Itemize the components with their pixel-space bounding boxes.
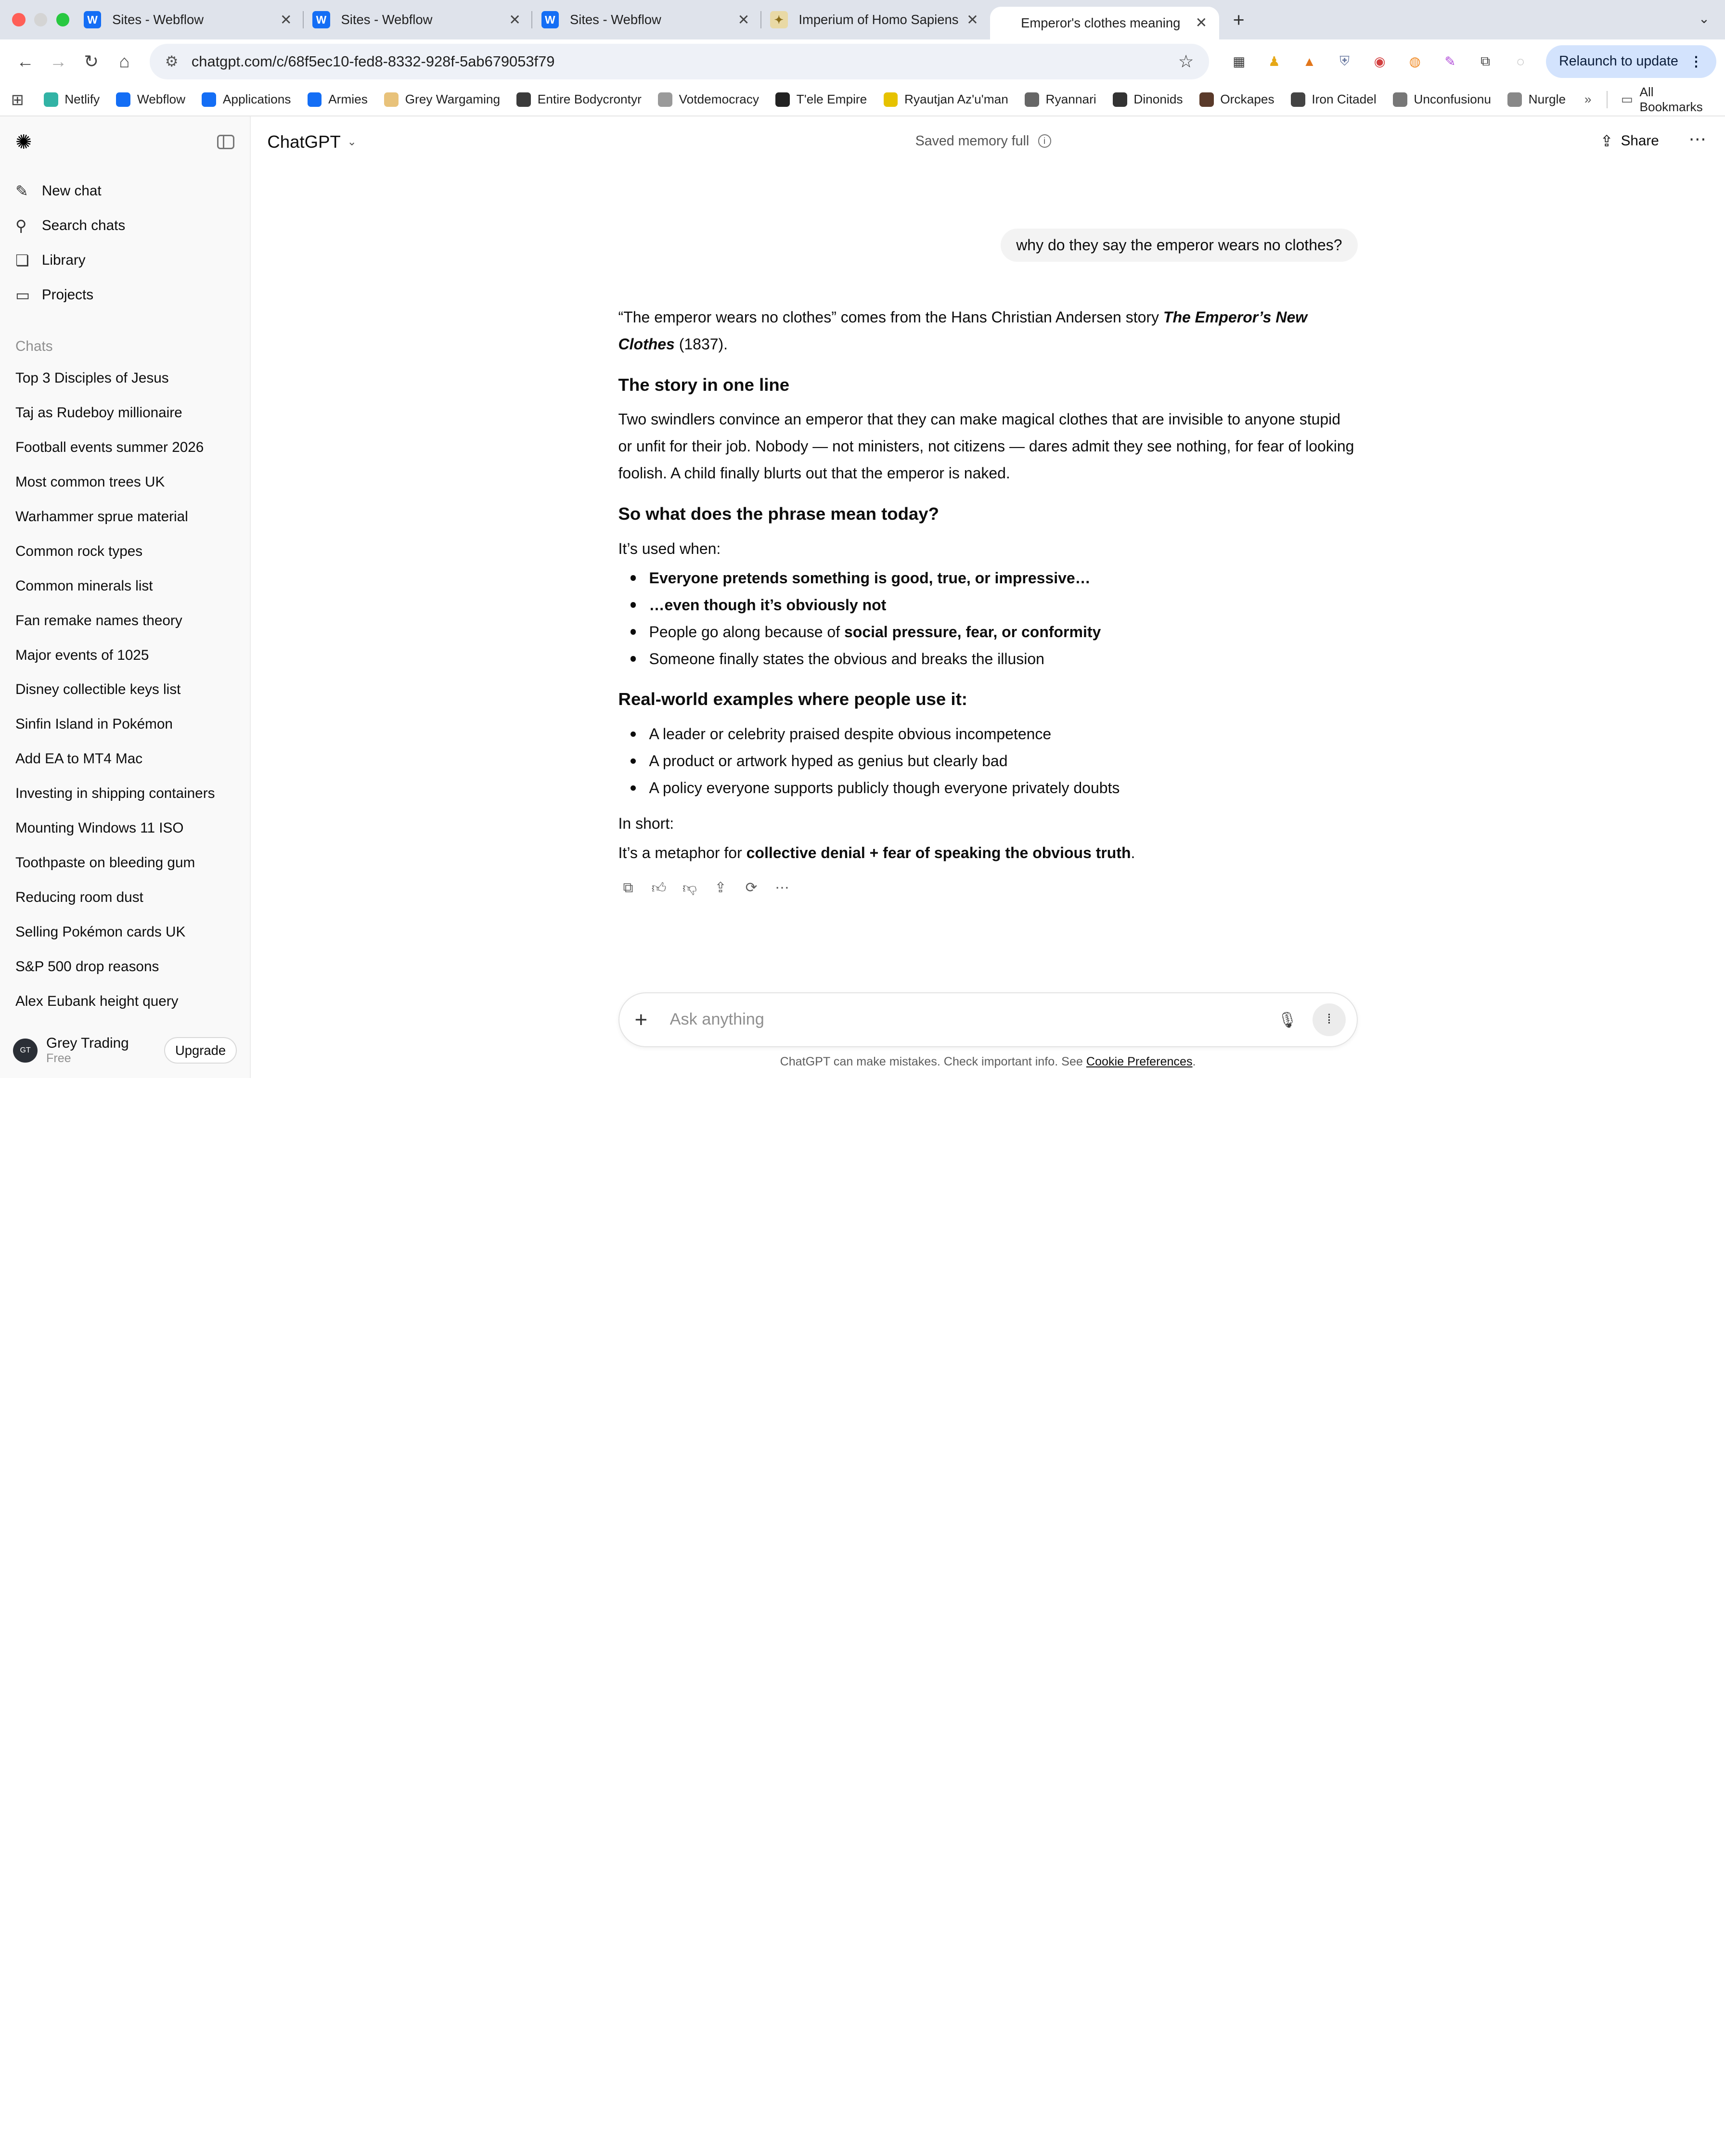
bookmark-favicon-icon (384, 92, 399, 107)
browser-tab[interactable] (532, 0, 761, 39)
close-tab-icon[interactable]: ✕ (737, 12, 750, 28)
url-text: chatgpt.com/c/68f5ec10-fed8-8332-928f-5ab679053f79 (191, 52, 555, 70)
more-bookmarks-icon[interactable]: » (1584, 92, 1592, 107)
model-selector[interactable] (267, 132, 356, 152)
folder-icon: ▭ (15, 286, 30, 304)
bookmark-item[interactable] (1393, 92, 1491, 107)
close-tab-icon[interactable]: ✕ (1195, 15, 1208, 31)
bookmark-label: Grey Wargaming (405, 92, 501, 107)
more-options-icon[interactable]: ⋯ (1688, 129, 1708, 149)
message-composer (618, 992, 1358, 1047)
bookmark-label: T'ele Empire (796, 92, 867, 107)
sidebar-actions (0, 174, 250, 312)
bookmark-favicon-icon (775, 92, 790, 107)
list-item-text: People go along because of (649, 623, 844, 641)
list-item (618, 618, 1358, 645)
user-plan: Free (46, 1052, 71, 1065)
window-controls (12, 13, 69, 26)
examples-list (618, 720, 1358, 801)
new-tab-button[interactable]: + (1233, 8, 1245, 31)
relaunch-label: Relaunch to update (1559, 53, 1678, 69)
new-chat-button[interactable] (0, 174, 250, 208)
bookmark-favicon-icon (1393, 92, 1407, 107)
story-title: The Emperor’s New Clothes (618, 308, 1308, 353)
bookmark-favicon-icon (308, 92, 322, 107)
bookmark-favicon-icon (1507, 92, 1522, 107)
pencil-square-icon: ✎ (15, 182, 28, 200)
story-paragraph: Two swindlers convince an emperor that they can make magical clothes that are invisible to anyone stupid or unfit for their job. Nobody — not ministers, not citizens — dares admit they see nothing, for fear of looking foolish. A child finally blurts out that the emperor is naked. (618, 411, 1354, 482)
summary-emphasis: collective denial + fear of speaking the obvious truth (746, 844, 1131, 861)
bookmark-favicon-icon (884, 92, 898, 107)
used-when-text: It’s used when: (618, 539, 721, 557)
chat-history-item[interactable]: S&P 500 drop reasons (15, 959, 159, 975)
search-chats-button[interactable] (0, 208, 250, 243)
list-item-text: Everyone pretends something is good, true, or impressive… (649, 569, 1091, 587)
microphone-icon[interactable]: 🎙︎ (1277, 1011, 1298, 1028)
chat-history-item[interactable]: Disney collectible keys list (15, 681, 181, 698)
bookmark-item[interactable] (516, 92, 641, 107)
bookmark-favicon-icon (44, 92, 58, 107)
waveform-icon: ⦙ (1327, 1012, 1331, 1027)
memory-status (915, 133, 1051, 149)
projects-button[interactable] (0, 278, 250, 312)
list-item (618, 565, 1358, 591)
user-info (46, 1035, 129, 1065)
maximize-window-button[interactable] (56, 13, 69, 26)
bookmark-favicon-icon (202, 92, 216, 107)
list-item-emphasis: social pressure, fear, or conformity (844, 623, 1101, 641)
chat-history-item[interactable]: Warhammer sprue material (15, 508, 188, 525)
avatar: GT (13, 1039, 37, 1063)
info-icon[interactable]: i (1038, 134, 1051, 147)
chat-history-item[interactable]: Most common trees UK (15, 474, 165, 490)
bookmark-item[interactable] (775, 92, 867, 107)
bookmark-label: Orckapes (1220, 92, 1274, 107)
eyedropper-icon[interactable]: ✎ (1444, 53, 1456, 69)
chat-history-item[interactable]: Toothpaste on bleeding gum (15, 855, 195, 871)
heading-meaning: So what does the phrase mean today? (618, 504, 939, 524)
search-icon: ⚲ (15, 217, 27, 235)
model-name: ChatGPT (267, 131, 341, 152)
new-chat-label: New chat (41, 183, 102, 199)
share-label: Share (1621, 133, 1659, 149)
reload-button[interactable]: ↻ (84, 51, 99, 72)
close-tab-icon[interactable]: ✕ (280, 12, 292, 28)
chat-history-item[interactable]: Mounting Windows 11 ISO (15, 820, 184, 836)
color-wheel-icon[interactable]: ◉ (1374, 53, 1386, 69)
bookmark-list (44, 92, 1583, 107)
back-button[interactable]: ← (16, 51, 34, 71)
extension-orange-icon[interactable]: ◍ (1409, 53, 1421, 69)
bookmark-item[interactable] (384, 92, 500, 107)
sidebar-header (0, 116, 250, 167)
chat-history-item[interactable]: Reducing room dust (15, 889, 143, 906)
bookmark-favicon-icon (1025, 92, 1039, 107)
disclaimer-text: ChatGPT can make mistakes. Check important info. See (780, 1054, 1086, 1068)
bookmark-label: Votdemocracy (679, 92, 759, 107)
browser-tab[interactable] (75, 0, 303, 39)
list-item (618, 774, 1358, 801)
bookmark-label: Ryautjan Az'u'man (904, 92, 1008, 107)
search-chats-label: Search chats (41, 218, 126, 234)
bookmark-item[interactable] (884, 92, 1008, 107)
bookmark-star-icon[interactable]: ☆ (1178, 51, 1194, 72)
browser-tab-active[interactable] (990, 7, 1219, 40)
openai-logo-icon[interactable]: ✺ (15, 130, 32, 153)
list-item (618, 720, 1358, 747)
chatgpt-app (0, 116, 1725, 1078)
list-item-text: …even though it’s obviously not (649, 596, 887, 614)
chat-header (251, 116, 1725, 167)
bookmark-label: Dinonids (1133, 92, 1183, 107)
bookmark-label: Webflow (137, 92, 186, 107)
chat-history-item[interactable]: Sinfin Island in Pokémon (15, 716, 173, 732)
regenerate-icon[interactable]: ⟳ (745, 880, 758, 896)
home-button[interactable]: ⌂ (119, 51, 130, 71)
browser-menu-icon[interactable]: ⋮ (1689, 54, 1703, 70)
sidebar-toggle-icon[interactable] (217, 135, 235, 149)
list-item-text: A policy everyone supports publicly though everyone privately doubts (649, 779, 1120, 797)
share-icon[interactable]: ⇪ (714, 880, 727, 896)
bookmark-favicon-icon (658, 92, 672, 107)
bookmark-favicon-icon (1113, 92, 1127, 107)
chat-history-item[interactable]: Football events summer 2026 (15, 439, 204, 455)
tab-title: Sites - Webflow (112, 12, 204, 27)
projects-label: Projects (41, 287, 94, 303)
tab-title: Sites - Webflow (341, 12, 433, 27)
list-item (618, 591, 1358, 618)
intro-year: (1837). (674, 335, 728, 353)
list-item-text: A product or artwork hyped as genius but clearly bad (649, 752, 1008, 770)
more-options-icon[interactable]: ⋯ (775, 880, 789, 896)
user-message: why do they say the emperor wears no clothes? (1001, 229, 1357, 262)
bookmark-item[interactable] (1507, 92, 1566, 107)
close-tab-icon[interactable]: ✕ (966, 12, 978, 28)
meaning-list (618, 565, 1358, 672)
chats-heading: Chats (15, 338, 53, 355)
all-bookmarks-button[interactable] (1621, 85, 1714, 115)
heading-story: The story in one line (618, 374, 790, 395)
chat-history-item[interactable]: Add EA to MT4 Mac (15, 751, 143, 767)
bookmark-item[interactable] (1199, 92, 1274, 107)
bookmark-label: Applications (222, 92, 291, 107)
extensions-row (1227, 50, 1532, 74)
bookmark-item[interactable] (308, 92, 368, 107)
prompt-input[interactable] (670, 1010, 1278, 1029)
webflow-icon: W (312, 11, 330, 29)
bookmark-item[interactable] (1291, 92, 1377, 107)
in-short-label: In short: (618, 815, 674, 833)
bookmark-favicon-icon (1291, 92, 1305, 107)
intro-text: “The emperor wears no clothes” comes from the Hans Christian Andersen story (618, 308, 1163, 326)
bookmark-label: Ryannari (1045, 92, 1096, 107)
browser-tab[interactable] (761, 0, 990, 39)
user-name: Grey Trading (46, 1035, 129, 1052)
folder-icon: ▭ (1621, 92, 1633, 107)
qr-code-icon[interactable]: ▦ (1233, 53, 1246, 69)
bookmark-favicon-icon (516, 92, 531, 107)
upgrade-button[interactable]: Upgrade (164, 1037, 236, 1064)
user-menu[interactable] (0, 1023, 250, 1078)
bookmark-item[interactable] (1025, 92, 1096, 107)
chat-history-item[interactable]: Major events of 1025 (15, 647, 149, 663)
browser-tab-bar (0, 0, 1725, 39)
address-bar[interactable] (150, 44, 1210, 79)
main-panel (251, 116, 1725, 1078)
bookmark-favicon-icon (1199, 92, 1214, 107)
forward-button[interactable]: → (49, 51, 67, 71)
message-actions (618, 878, 792, 898)
bookmark-item[interactable] (116, 92, 185, 107)
bookmark-separator (1607, 91, 1608, 109)
browser-toolbar (0, 39, 1725, 83)
webflow-icon: W (541, 11, 559, 29)
relaunch-button[interactable] (1546, 45, 1716, 78)
list-item-text: A leader or celebrity praised despite obvious incompetence (649, 725, 1052, 743)
summary-text: It’s a metaphor for (618, 844, 747, 861)
chat-history-item[interactable]: Fan remake names theory (15, 612, 182, 629)
chat-history-item[interactable]: Common rock types (15, 543, 143, 559)
shield-icon[interactable]: ⛨ (1339, 53, 1350, 69)
thumbs-up-icon[interactable]: 👍︎ (651, 880, 667, 896)
metamask-icon[interactable]: ▲ (1302, 53, 1316, 69)
bookmark-label: Nurgle (1528, 92, 1566, 107)
tab-search-chevron-icon[interactable]: ⌄ (1699, 11, 1710, 26)
bookmarks-bar (0, 84, 1725, 117)
eagle-icon: ✦ (770, 11, 788, 29)
disclaimer (618, 1055, 1358, 1069)
chat-history-item[interactable]: Taj as Rudeboy millionaire (15, 404, 182, 421)
profile-avatar-icon[interactable]: ◌ (1516, 53, 1525, 69)
apps-grid-icon[interactable]: ⊞ (11, 90, 24, 108)
extension-person-icon[interactable]: ♟ (1268, 53, 1280, 69)
close-tab-icon[interactable]: ✕ (509, 12, 521, 28)
chat-history-item[interactable]: Investing in shipping containers (15, 785, 215, 802)
tab-title: Imperium of Homo Sapiens (798, 12, 959, 27)
bookmark-label: Entire Bodycrontyr (537, 92, 642, 107)
share-icon: ⇪ (1600, 132, 1613, 150)
chat-history-item[interactable]: Common minerals list (15, 578, 153, 594)
bookmark-label: Unconfusionu (1414, 92, 1491, 107)
voice-mode-button[interactable] (1313, 1003, 1346, 1037)
list-item (618, 747, 1358, 774)
chat-history-list (0, 361, 250, 1019)
summary-end: . (1131, 844, 1135, 861)
thumbs-down-icon[interactable]: 👎︎ (682, 880, 697, 896)
cookie-preferences-link[interactable]: Cookie Preferences (1086, 1054, 1193, 1068)
tab-title: Emperor's clothes meaning (1021, 15, 1181, 30)
memory-label: Saved memory full (915, 133, 1030, 149)
list-item (618, 645, 1358, 672)
library-icon: ❏ (15, 252, 29, 270)
copy-icon[interactable]: ⧉ (623, 879, 633, 896)
all-bookmarks-label: All Bookmarks (1639, 84, 1703, 114)
summary-line (618, 839, 1358, 866)
bookmark-item[interactable] (1113, 92, 1183, 107)
site-settings-icon[interactable]: ⚙ (165, 52, 179, 70)
bookmark-item[interactable] (658, 92, 759, 107)
list-item-text: Someone finally states the obvious and breaks the illusion (649, 650, 1044, 667)
sidebar (0, 116, 251, 1078)
tab-title: Sites - Webflow (569, 12, 661, 27)
answer-intro (618, 304, 1358, 358)
bookmark-label: Netlify (64, 92, 100, 107)
chat-history-item[interactable]: Selling Pokémon cards UK (15, 924, 186, 940)
library-label: Library (41, 252, 86, 269)
minimize-window-button[interactable] (34, 13, 47, 26)
bookmark-item[interactable] (44, 92, 100, 107)
bookmark-item[interactable] (202, 92, 291, 107)
share-button[interactable] (1600, 132, 1659, 150)
browser-tab[interactable] (304, 0, 532, 39)
bookmark-label: Armies (328, 92, 368, 107)
webflow-icon: W (84, 11, 102, 29)
assistant-message (618, 304, 1358, 877)
puzzle-icon[interactable]: ⧉ (1480, 53, 1490, 69)
close-window-button[interactable] (12, 13, 25, 26)
plus-icon[interactable]: + (634, 1007, 648, 1032)
chevron-down-icon: ⌄ (347, 135, 357, 148)
disclaimer-end: . (1192, 1054, 1196, 1068)
library-button[interactable] (0, 243, 250, 278)
bookmark-favicon-icon (116, 92, 130, 107)
heading-examples: Real-world examples where people use it: (618, 689, 967, 709)
chat-history-item[interactable]: Top 3 Disciples of Jesus (15, 370, 169, 386)
bookmark-label: Iron Citadel (1312, 92, 1377, 107)
chat-history-item[interactable]: Alex Eubank height query (15, 993, 179, 1010)
